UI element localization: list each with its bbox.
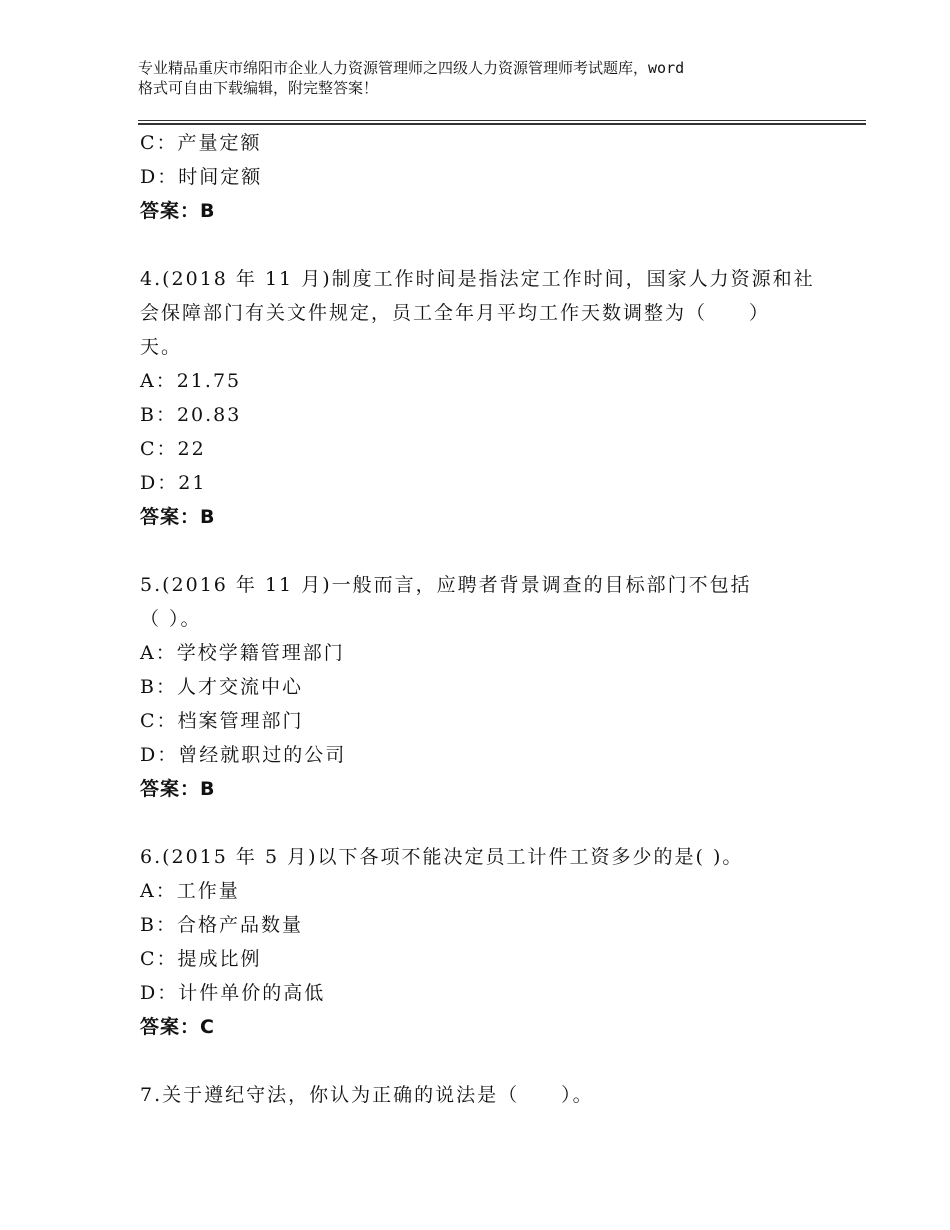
answer-line: 答案：B	[140, 778, 216, 800]
question-6-block	[140, 840, 820, 1044]
question-4-text-line-1: 4.(2018 年 11 月)制度工作时间是指法定工作时间，国家人力资源和社	[140, 268, 815, 290]
page-header	[138, 58, 838, 98]
header-title-line-1: 专业精品重庆市绵阳市企业人力资源管理师之四级人力资源管理师考试题库，word	[138, 59, 685, 77]
option-b: B：人才交流中心	[140, 676, 303, 698]
answer-line: 答案：C	[140, 1016, 215, 1038]
option-a: A：工作量	[140, 880, 240, 902]
question-4-block	[140, 262, 820, 534]
question-list	[140, 126, 820, 1112]
question-6-text-line-1: 6.(2015 年 5 月)以下各项不能决定员工计件工资多少的是( )。	[140, 846, 744, 868]
option-c: C：档案管理部门	[140, 710, 304, 732]
question-5-block	[140, 568, 820, 806]
question-4-text-line-3: 天。	[140, 336, 183, 358]
option-c: C：产量定额	[140, 132, 262, 154]
option-a: A：21.75	[140, 370, 242, 392]
option-d: D：时间定额	[140, 166, 263, 188]
option-d: D：曾经就职过的公司	[140, 744, 347, 766]
spacer	[140, 806, 820, 840]
option-c: C：提成比例	[140, 948, 262, 970]
option-b: B：合格产品数量	[140, 914, 303, 936]
spacer	[140, 534, 820, 568]
answer-line: 答案：B	[140, 200, 216, 222]
question-7-text-line-1: 7.关于遵纪守法，你认为正确的说法是（ ）。	[140, 1084, 594, 1106]
question-5-text-line-2: （ ）。	[140, 608, 202, 630]
prev-question-block	[140, 126, 820, 228]
question-4-text-line-2: 会保障部门有关文件规定，员工全年月平均工作天数调整为（ ）	[140, 302, 771, 324]
option-a: A：学校学籍管理部门	[140, 642, 345, 664]
spacer	[140, 228, 820, 262]
header-divider	[138, 120, 866, 125]
option-d: D：21	[140, 472, 207, 494]
header-title-line-2: 格式可自由下载编辑，附完整答案！	[138, 79, 379, 97]
answer-line: 答案：B	[140, 506, 216, 528]
spacer	[140, 1044, 820, 1078]
option-b: B：20.83	[140, 404, 242, 426]
question-5-text-line-1: 5.(2016 年 11 月)一般而言，应聘者背景调查的目标部门不包括	[140, 574, 752, 596]
option-d: D：计件单价的高低	[140, 982, 326, 1004]
question-7-block	[140, 1078, 820, 1112]
option-c: C：22	[140, 438, 206, 460]
